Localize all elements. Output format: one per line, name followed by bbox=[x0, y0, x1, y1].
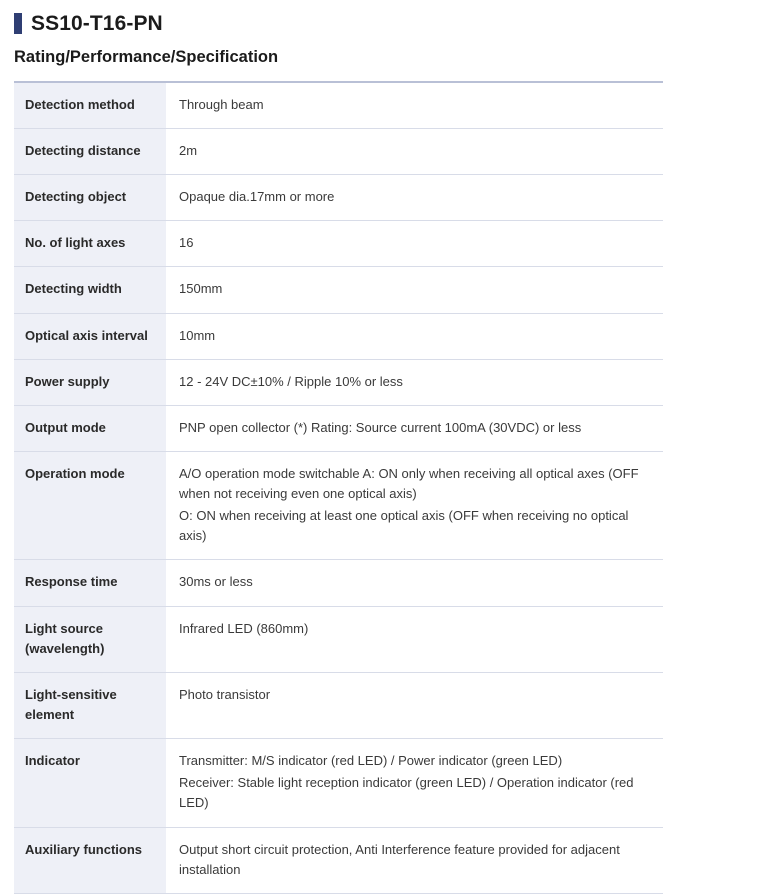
table-row bbox=[14, 672, 663, 738]
table-row bbox=[14, 82, 663, 129]
spec-value-line: 30ms or less bbox=[179, 574, 253, 590]
table-row bbox=[14, 827, 663, 893]
spec-label: No. of light axes bbox=[14, 221, 166, 267]
spec-value-line: Output short circuit protection, Anti Interference feature provided for adjacent installation bbox=[179, 841, 620, 877]
table-row bbox=[14, 405, 663, 451]
spec-sheet-page bbox=[0, 8, 783, 894]
spec-value bbox=[166, 827, 663, 893]
spec-value-line: 2m bbox=[179, 142, 198, 158]
title-accent-bar bbox=[14, 13, 22, 34]
spec-label: Output mode bbox=[14, 405, 166, 451]
spec-label: Optical axis interval bbox=[14, 313, 166, 359]
spec-value bbox=[166, 672, 663, 738]
spec-label: Indicator bbox=[14, 739, 166, 827]
spec-value-line: 12 - 24V DC±10% / Ripple 10% or less bbox=[179, 373, 403, 389]
spec-label: Operation mode bbox=[14, 451, 166, 560]
spec-value bbox=[166, 221, 663, 267]
spec-value bbox=[166, 606, 663, 672]
spec-value-line: Through beam bbox=[179, 96, 264, 112]
spec-label: Auxiliary functions bbox=[14, 827, 166, 893]
spec-value-line: A/O operation mode switchable A: ON only when receiving all optical axes (OFF when not receiving even one optical axis) bbox=[179, 465, 639, 502]
spec-value-line: O: ON when receiving at least one optical axis (OFF when receiving no optical axis) bbox=[179, 508, 629, 544]
spec-value-line: Photo transistor bbox=[179, 686, 271, 702]
spec-value-line: PNP open collector (*) Rating: Source current 100mA (30VDC) or less bbox=[179, 419, 582, 435]
spec-value-line: 10mm bbox=[179, 327, 216, 343]
table-row bbox=[14, 606, 663, 672]
product-title: SS10-T16-PN bbox=[31, 11, 163, 35]
spec-value bbox=[166, 359, 663, 405]
spec-value-line: 150mm bbox=[179, 281, 223, 297]
section-heading: Rating/Performance/Specification bbox=[14, 48, 279, 66]
spec-value bbox=[166, 313, 663, 359]
spec-value-line: Infrared LED (860mm) bbox=[179, 620, 309, 636]
table-row bbox=[14, 359, 663, 405]
spec-value bbox=[166, 405, 663, 451]
spec-value bbox=[166, 560, 663, 606]
spec-value bbox=[166, 175, 663, 221]
table-row bbox=[14, 560, 663, 606]
spec-label: Detection method bbox=[14, 82, 166, 129]
spec-label: Light source (wavelength) bbox=[14, 606, 166, 672]
spec-value bbox=[166, 739, 663, 827]
spec-label: Power supply bbox=[14, 359, 166, 405]
spec-value-line: Opaque dia.17mm or more bbox=[179, 189, 335, 205]
spec-value-line: 16 bbox=[179, 235, 194, 251]
spec-value bbox=[166, 267, 663, 313]
spec-value bbox=[166, 82, 663, 129]
spec-value-line: Transmitter: M/S indicator (red LED) / Power indicator (green LED) bbox=[179, 753, 563, 769]
page-title bbox=[14, 8, 783, 38]
spec-label: Response time bbox=[14, 560, 166, 606]
spec-value-line: Receiver: Stable light reception indicator (green LED) / Operation indicator (red LED) bbox=[179, 775, 634, 811]
table-row bbox=[14, 175, 663, 221]
spec-label: Detecting distance bbox=[14, 128, 166, 174]
spec-label: Light-sensitive element bbox=[14, 672, 166, 738]
table-row bbox=[14, 451, 663, 560]
specification-table-body bbox=[14, 82, 663, 894]
table-row bbox=[14, 313, 663, 359]
table-row bbox=[14, 221, 663, 267]
table-row bbox=[14, 128, 663, 174]
spec-label: Detecting object bbox=[14, 175, 166, 221]
table-row bbox=[14, 267, 663, 313]
table-row bbox=[14, 739, 663, 827]
spec-label: Detecting width bbox=[14, 267, 166, 313]
specification-table bbox=[14, 81, 663, 894]
spec-value bbox=[166, 451, 663, 560]
spec-value bbox=[166, 128, 663, 174]
